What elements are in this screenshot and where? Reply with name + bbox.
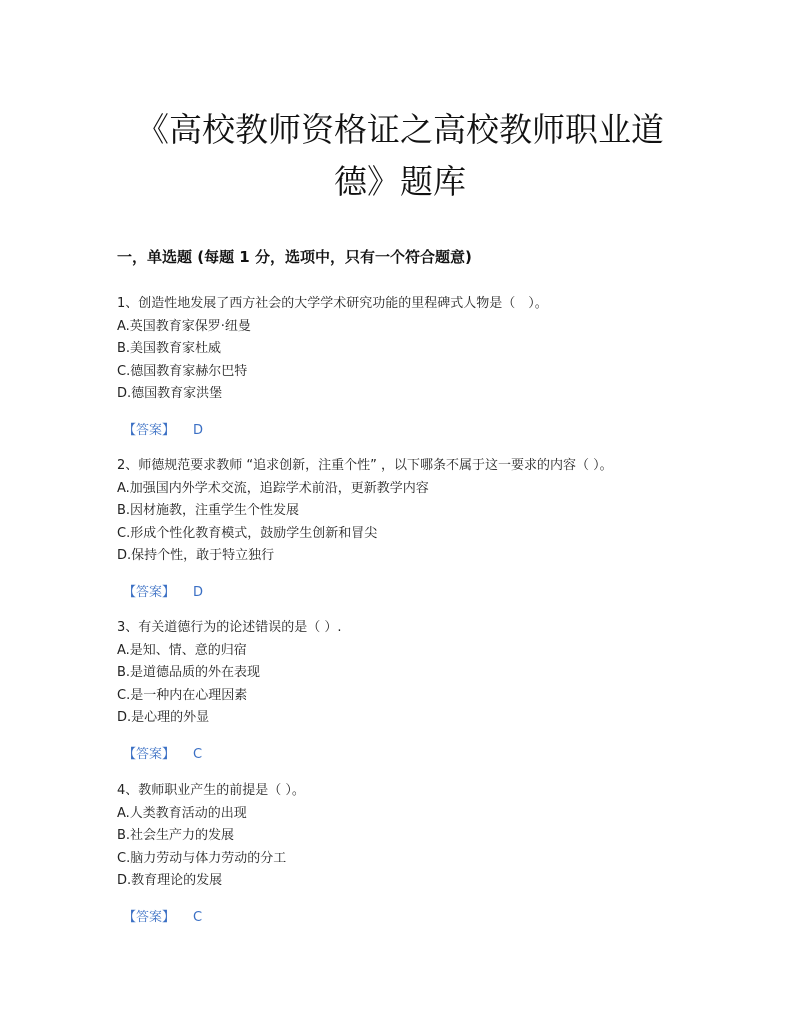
- answer-line: [117, 582, 697, 604]
- option-c: C.脑力劳动与体力劳动的分工: [117, 850, 287, 866]
- option-d: D.保持个性，敢于特立独行: [117, 548, 275, 563]
- option-c: C.德国教育家赫尔巴特: [117, 363, 248, 379]
- option-a: A.人类教育活动的出现: [117, 805, 247, 821]
- section-heading: 一，单选题 (每题 1 分，选项中，只有一个符合题意): [117, 248, 472, 266]
- answer-value: C: [193, 746, 203, 762]
- option-c: C.是一种内在心理因素: [117, 687, 248, 703]
- answer-label: 【答案】: [123, 584, 176, 600]
- option-d: D.教育理论的发展: [117, 873, 223, 888]
- question-block-2: [117, 455, 697, 604]
- option-d: D.是心理的外显: [117, 710, 210, 725]
- answer-label: 【答案】: [123, 909, 176, 925]
- option-a: A.英国教育家保罗·纽曼: [117, 318, 251, 334]
- question-stem: 1、创造性地发展了西方社会的大学学术研究功能的里程碑式人物是（ ）。: [117, 296, 548, 311]
- question-block-4: [117, 780, 697, 929]
- answer-value: D: [193, 422, 204, 438]
- answer-value: D: [193, 584, 204, 600]
- title-line-2: 德》题库: [334, 162, 466, 201]
- answer-line: [117, 907, 697, 929]
- answer-label: 【答案】: [123, 746, 176, 762]
- option-b: B.社会生产力的发展: [117, 828, 235, 843]
- answer-value: C: [193, 909, 203, 925]
- option-c: C.形成个性化教育模式，鼓励学生创新和冒尖: [117, 525, 378, 541]
- option-a: A.加强国内外学术交流，追踪学术前沿，更新教学内容: [117, 480, 429, 496]
- question-stem: 3、有关道德行为的论述错误的是（ ）.: [117, 620, 342, 635]
- question-stem: 4、教师职业产生的前提是（ ）。: [117, 783, 305, 798]
- option-b: B.因材施教，注重学生个性发展: [117, 503, 300, 518]
- option-b: B.美国教育家杜威: [117, 341, 222, 356]
- answer-line: [117, 744, 697, 766]
- document-title: [100, 104, 700, 208]
- answer-line: [117, 420, 697, 442]
- question-block-1: [117, 293, 697, 442]
- option-b: B.是道德品质的外在表现: [117, 665, 261, 680]
- question-stem: 2、师德规范要求教师 “追求创新，注重个性” ，以下哪条不属于这一要求的内容（ ）。: [117, 458, 613, 473]
- title-line-1: 《高校教师资格证之高校教师职业道: [136, 110, 664, 149]
- answer-label: 【答案】: [123, 422, 176, 438]
- option-a: A.是知、情、意的归宿: [117, 642, 247, 658]
- question-block-3: [117, 617, 697, 766]
- option-d: D.德国教育家洪堡: [117, 386, 223, 401]
